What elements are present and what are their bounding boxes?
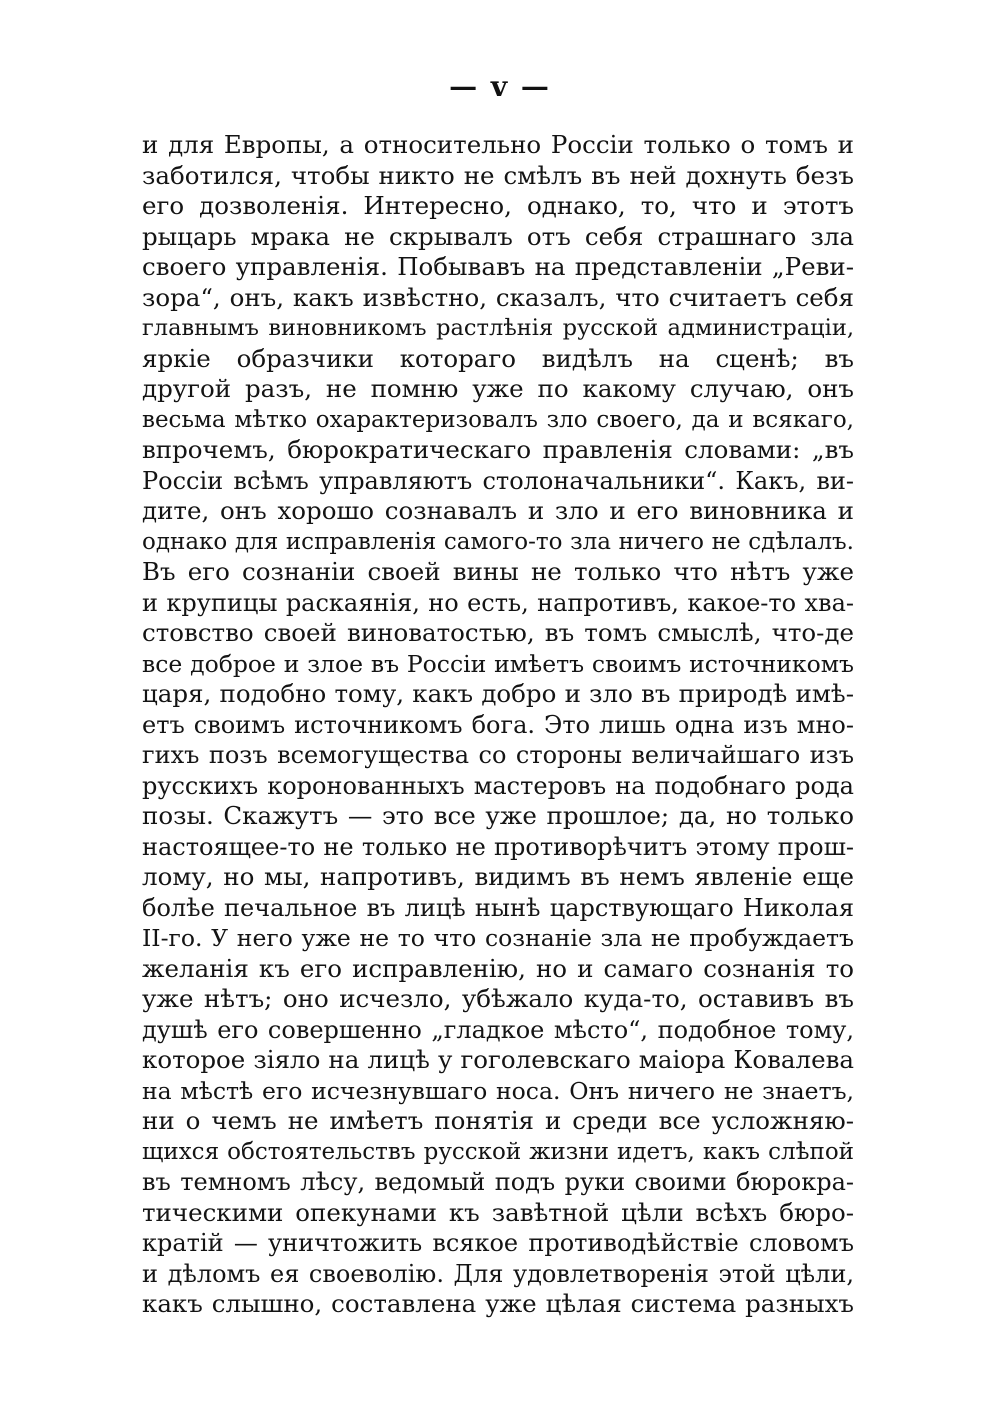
text-line: зора“, онъ, какъ извѣстно, сказалъ, что считаетъ себя	[142, 282, 854, 312]
text-line: русскихъ коронованныхъ мастеровъ на подобнаго рода	[142, 771, 854, 800]
text-line: все доброе и злое въ Россіи имѣетъ своимъ источникомъ	[142, 649, 854, 678]
text-line: Россіи всѣмъ управляютъ столоначальники“. Какъ, ви-	[142, 466, 854, 495]
text-line: уже нѣтъ; оно исчезло, убѣжало куда-то, оставивъ въ	[142, 984, 854, 1013]
text-line: однако для исправленія самого-то зла ничего не сдѣлалъ.	[142, 528, 854, 555]
text-line: настоящее-то не только не противорѣчитъ этому прош-	[142, 832, 854, 861]
text-line: главнымъ виновникомъ растлѣнія русской администраціи,	[142, 315, 854, 341]
text-line: дите, онъ хорошо сознавалъ и зло и его виновника и	[142, 496, 854, 525]
text-line: душѣ его совершенно „гладкое мѣсто“, подобное тому,	[142, 1015, 854, 1044]
text-line: впрочемъ, бюрократическаго правленія словами: „въ	[142, 435, 854, 464]
text-line: своего управленія. Побывавъ на представленіи „Реви-	[142, 252, 854, 281]
text-line: тическими опекунами къ завѣтной цѣли всѣхъ бюро-	[142, 1197, 854, 1227]
text-line: яркіе образчики котораго видѣлъ на сценѣ; въ	[142, 343, 854, 373]
body-text	[142, 130, 854, 1320]
text-line: заботился, чтобы никто не смѣлъ въ ней дохнуть безъ	[142, 160, 854, 190]
page-number: — v —	[449, 70, 551, 103]
text-line: какъ слышно, составлена уже цѣлая система разныхъ	[142, 1289, 854, 1318]
text-line: ни о чемъ не имѣетъ понятія и среди все усложняю-	[142, 1106, 854, 1135]
text-line: и дѣломъ ея своеволію. Для удовлетворенія этой цѣли,	[142, 1259, 854, 1288]
text-line: его дозволенія. Интересно, однако, то, что и этотъ	[142, 191, 854, 220]
text-line: весьма мѣтко охарактеризовалъ зло своего, да и всякаго,	[142, 406, 854, 433]
text-line: лому, но мы, напротивъ, видимъ въ немъ явленіе еще	[142, 862, 854, 891]
text-line: въ темномъ лѣсу, ведомый подъ руки своими бюрокра-	[142, 1168, 854, 1196]
text-line: другой разъ, не помню уже по какому случаю, онъ	[142, 374, 854, 403]
text-line: II-го. У него уже не то что сознаніе зла не пробуждаетъ	[142, 924, 854, 952]
text-line: рыцарь мрака не скрывалъ отъ себя страшнаго зла	[142, 221, 854, 251]
text-line: стовство своей виноватостью, въ томъ смыслѣ, что-де	[142, 618, 854, 647]
text-line: и крупицы раскаянія, но есть, напротивъ, какое-то хва-	[142, 588, 854, 617]
text-line: етъ своимъ источникомъ бога. Это лишь одна изъ мно-	[142, 710, 854, 739]
text-line: которое зіяло на лицѣ у гоголевскаго маіора Ковалева	[142, 1045, 854, 1074]
text-line: позы. Скажутъ — это все уже прошлое; да, но только	[142, 801, 854, 830]
text-line: царя, подобно тому, какъ добро и зло въ природѣ имѣ-	[142, 679, 854, 708]
text-line: Въ его сознаніи своей вины не только что нѣтъ уже	[142, 557, 854, 586]
text-line: гихъ позъ всемогущества со стороны величайшаго изъ	[142, 741, 854, 769]
text-line: желанія къ его исправленію, но и самаго сознанія то	[142, 953, 854, 983]
text-line: болѣе печальное въ лицѣ нынѣ царствующаго Николая	[142, 893, 854, 922]
text-line: на мѣстѣ его исчезнувшаго носа. Онъ ничего не знаетъ,	[142, 1076, 854, 1105]
text-line: щихся обстоятельствъ русской жизни идетъ, какъ слѣпой	[142, 1138, 854, 1165]
text-line: кратій — уничтожить всякое противодѣйствіе словомъ	[142, 1229, 854, 1257]
text-line: и для Европы, а относительно Россіи только о томъ и	[142, 130, 854, 159]
